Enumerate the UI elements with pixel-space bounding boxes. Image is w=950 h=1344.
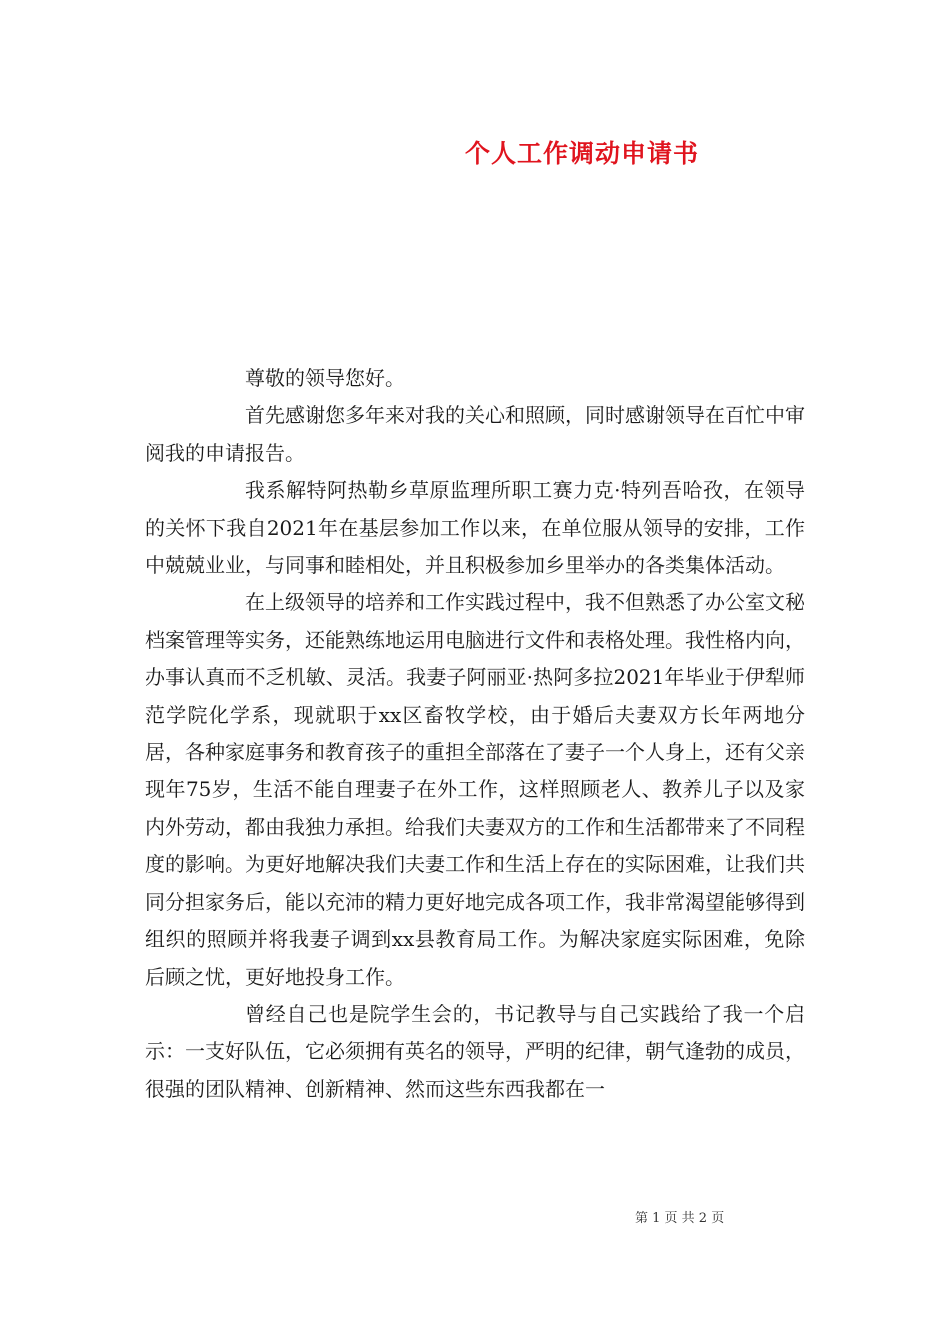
paragraph-experience: 曾经自己也是院学生会的，书记教导与自己实践给了我一个启示：一支好队伍，它必须拥有英名的领导，严明的纪律，朝气逢勃的成员，很强的团队精神、创新精神、然而这些东西我都在一 bbox=[145, 1001, 805, 1101]
paragraph-greeting: 尊敬的领导您好。 bbox=[245, 366, 405, 390]
document-body bbox=[145, 360, 805, 1108]
document-title: 个人工作调动申请书 bbox=[464, 139, 699, 168]
paragraph-introduction: 我系解特阿热勒乡草原监理所职工赛力克·特列吾哈孜，在领导的关怀下我自2021年在基层参加工作以来，在单位服从领导的安排，工作中兢兢业业，与同事和睦相处，并且积极参加乡里举办的各类集体活动。 bbox=[145, 478, 805, 578]
paragraph-family-situation: 在上级领导的培养和工作实践过程中，我不但熟悉了办公室文秘档案管理等实务，还能熟练地运用电脑进行文件和表格处理。我性格内向，办事认真而不乏机敏、灵活。我妻子阿丽亚·热阿多拉2021年毕业于伊犁师范学院化学系，现就职于xx区畜牧学校，由于婚后夫妻双方长年两地分居，各种家庭事务和教育孩子的重担全部落在了妻子一个人身上，还有父亲现年75岁，生活不能自理妻子在外工作，这样照顾老人、教养儿子以及家内外劳动，都由我独力承担。给我们夫妻双方的工作和生活都带来了不同程度的影响。为更好地解决我们夫妻工作和生活上存在的实际困难，让我们共同分担家务后，能以充沛的精力更好地完成各项工作，我非常渴望能够得到组织的照顾并将我妻子调到xx县教育局工作。为解决家庭实际困难，免除后顾之忧，更好地投身工作。 bbox=[145, 590, 805, 989]
page-footer: 第 1 页 共 2 页 bbox=[635, 1211, 725, 1226]
paragraph-thanks: 首先感谢您多年来对我的关心和照顾，同时感谢领导在百忙中审阅我的申请报告。 bbox=[145, 403, 805, 465]
